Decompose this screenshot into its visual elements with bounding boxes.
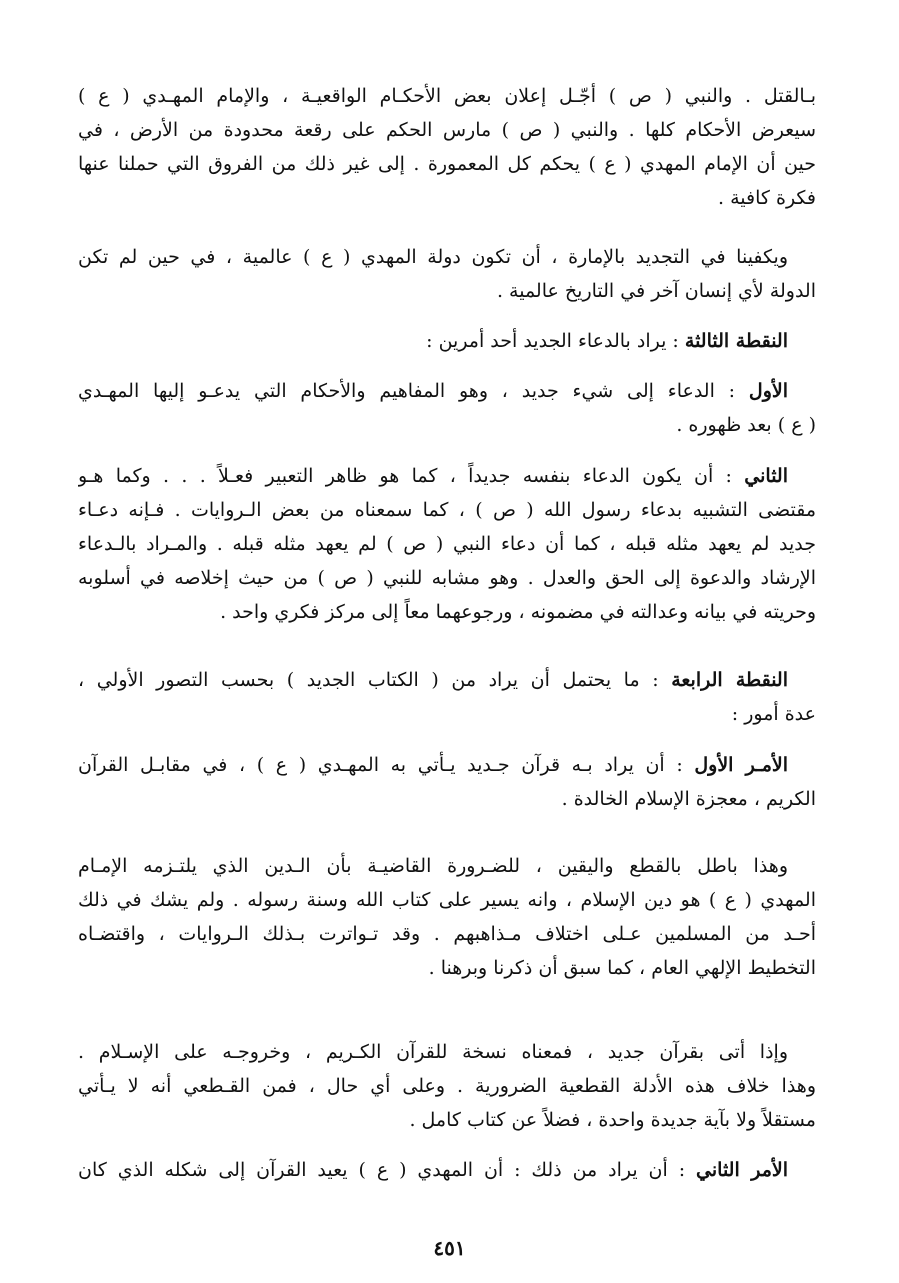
text-run: : أن يراد بـه قرآن جـديد يـأتي به المهـدي ( ع ) ، في مقابـل القرآن <box>78 754 683 776</box>
text-line: وإذا أتى بقرآن جديد ، فمعناه نسخة للقرآن الكـريم ، وخروجـه على الإسـلام . <box>78 1041 788 1063</box>
text-line: فكرة كافية . <box>718 187 816 209</box>
text-line: الدولة لأي إنسان آخر في التاريخ عالمية . <box>496 280 816 302</box>
page-number: ٤٥١ <box>433 1236 466 1260</box>
text-line: جديد لم يعهد مثله قبله ، كما أن دعاء النبي ( ص ) لم يعهد مثله قبله . والمـراد بالـدعاء <box>78 533 816 555</box>
paragraph <box>78 240 816 308</box>
text-line: بـالقتل . والنبي ( ص ) أجّـل إعلان بعض الأحكـام الواقعيـة ، والإمام المهـدي ( ع ) <box>78 85 816 107</box>
text-line: الإرشاد والدعوة إلى الحق والعدل . وهو مشابه للنبي ( ص ) من حيث إخلاصه في أسلوبه <box>78 567 816 589</box>
document-page <box>78 0 816 1283</box>
paragraph <box>78 324 816 358</box>
text-run: : ما يحتمل أن يراد من ( الكتاب الجديد ) بحسب التصور الأولي ، <box>78 669 659 691</box>
text-line: وحريته في بيانه وعدالته في مضمونه ، ورجوعهما معاً إلى مركز فكري واحد . <box>220 601 816 623</box>
text-line <box>78 663 816 697</box>
section-heading: الأمـر الأول <box>694 754 788 776</box>
section-heading: الأمر الثاني <box>696 1159 789 1181</box>
text-line <box>78 374 816 408</box>
text-line: وهذا باطل بالقطع واليقين ، للضـرورة القاضيـة بأن الـدين الذي يلتـزمه الإمـام <box>78 855 788 877</box>
text-line <box>78 1153 816 1187</box>
paragraph <box>78 459 816 629</box>
paragraph <box>78 1035 816 1137</box>
text-line: سيعرض الأحكام كلها . والنبي ( ص ) مارس الحكم على رقعة محدودة من الأرض ، في <box>78 119 816 141</box>
text-run: : أن يكون الدعاء بنفسه جديداً ، كما هو ظاهر التعبير فعـلاً . . . وكما هـو <box>78 465 732 487</box>
paragraph <box>78 79 816 215</box>
text-line: حين أن الإمام المهدي ( ع ) يحكم كل المعمورة . إلى غير ذلك من الفروق التي حملنا عنها <box>78 153 816 175</box>
section-heading: الثاني <box>744 465 788 487</box>
paragraph <box>78 663 816 731</box>
text-line: التخطيط الإلهي العام ، كما سبق أن ذكرنا وبرهنا . <box>428 957 816 979</box>
text-run: : أن يراد من ذلك : أن المهدي ( ع ) يعيد القرآن إلى شكله الذي كان <box>78 1159 686 1181</box>
section-heading: النقطة الثالثة <box>684 330 788 352</box>
text-line: عدة أمور : <box>731 703 816 725</box>
text-line: المهدي ( ع ) هو دين الإسلام ، وانه يسير على كتاب الله وسنة رسوله . ولم يشك في ذلك <box>78 889 816 911</box>
paragraph <box>78 1153 816 1187</box>
text-line <box>78 748 816 782</box>
text-run: : الدعاء إلى شيء جديد ، وهو المفاهيم والأحكام التي يدعـو إليها المهـدي <box>78 380 736 402</box>
section-heading: الأول <box>748 380 788 402</box>
text-line <box>78 324 816 358</box>
text-line <box>78 459 816 493</box>
text-line: الكريم ، معجزة الإسلام الخالدة . <box>561 788 816 810</box>
text-line: ويكفينا في التجديد بالإمارة ، أن تكون دولة المهدي ( ع ) عالمية ، في حين لم تكن <box>78 246 788 268</box>
text-line: ( ع ) بعد ظهوره . <box>676 414 816 436</box>
section-heading: النقطة الرابعة <box>671 669 789 691</box>
paragraph <box>78 748 816 816</box>
text-line: مستقلاً ولا بآية جديدة واحدة ، فضلاً عن كتاب كامل . <box>409 1109 816 1131</box>
paragraph <box>78 849 816 985</box>
text-run: : يراد بالدعاء الجديد أحد أمرين : <box>426 330 679 352</box>
text-line: مقتضى التشبيه بدعاء رسول الله ( ص ) ، كما سمعناه من بعض الـروايات . فـإنه دعـاء <box>78 499 816 521</box>
text-line: أحـد من المسلمين عـلى اختلاف مـذاهبهم . وقد تـواترت بـذلك الـروايات ، واقتضـاه <box>78 923 816 945</box>
text-line: وهذا خلاف هذه الأدلة القطعية الضرورية . وعلى أي حال ، فمن القـطعي أنه لا يـأتي <box>78 1075 816 1097</box>
paragraph <box>78 374 816 442</box>
